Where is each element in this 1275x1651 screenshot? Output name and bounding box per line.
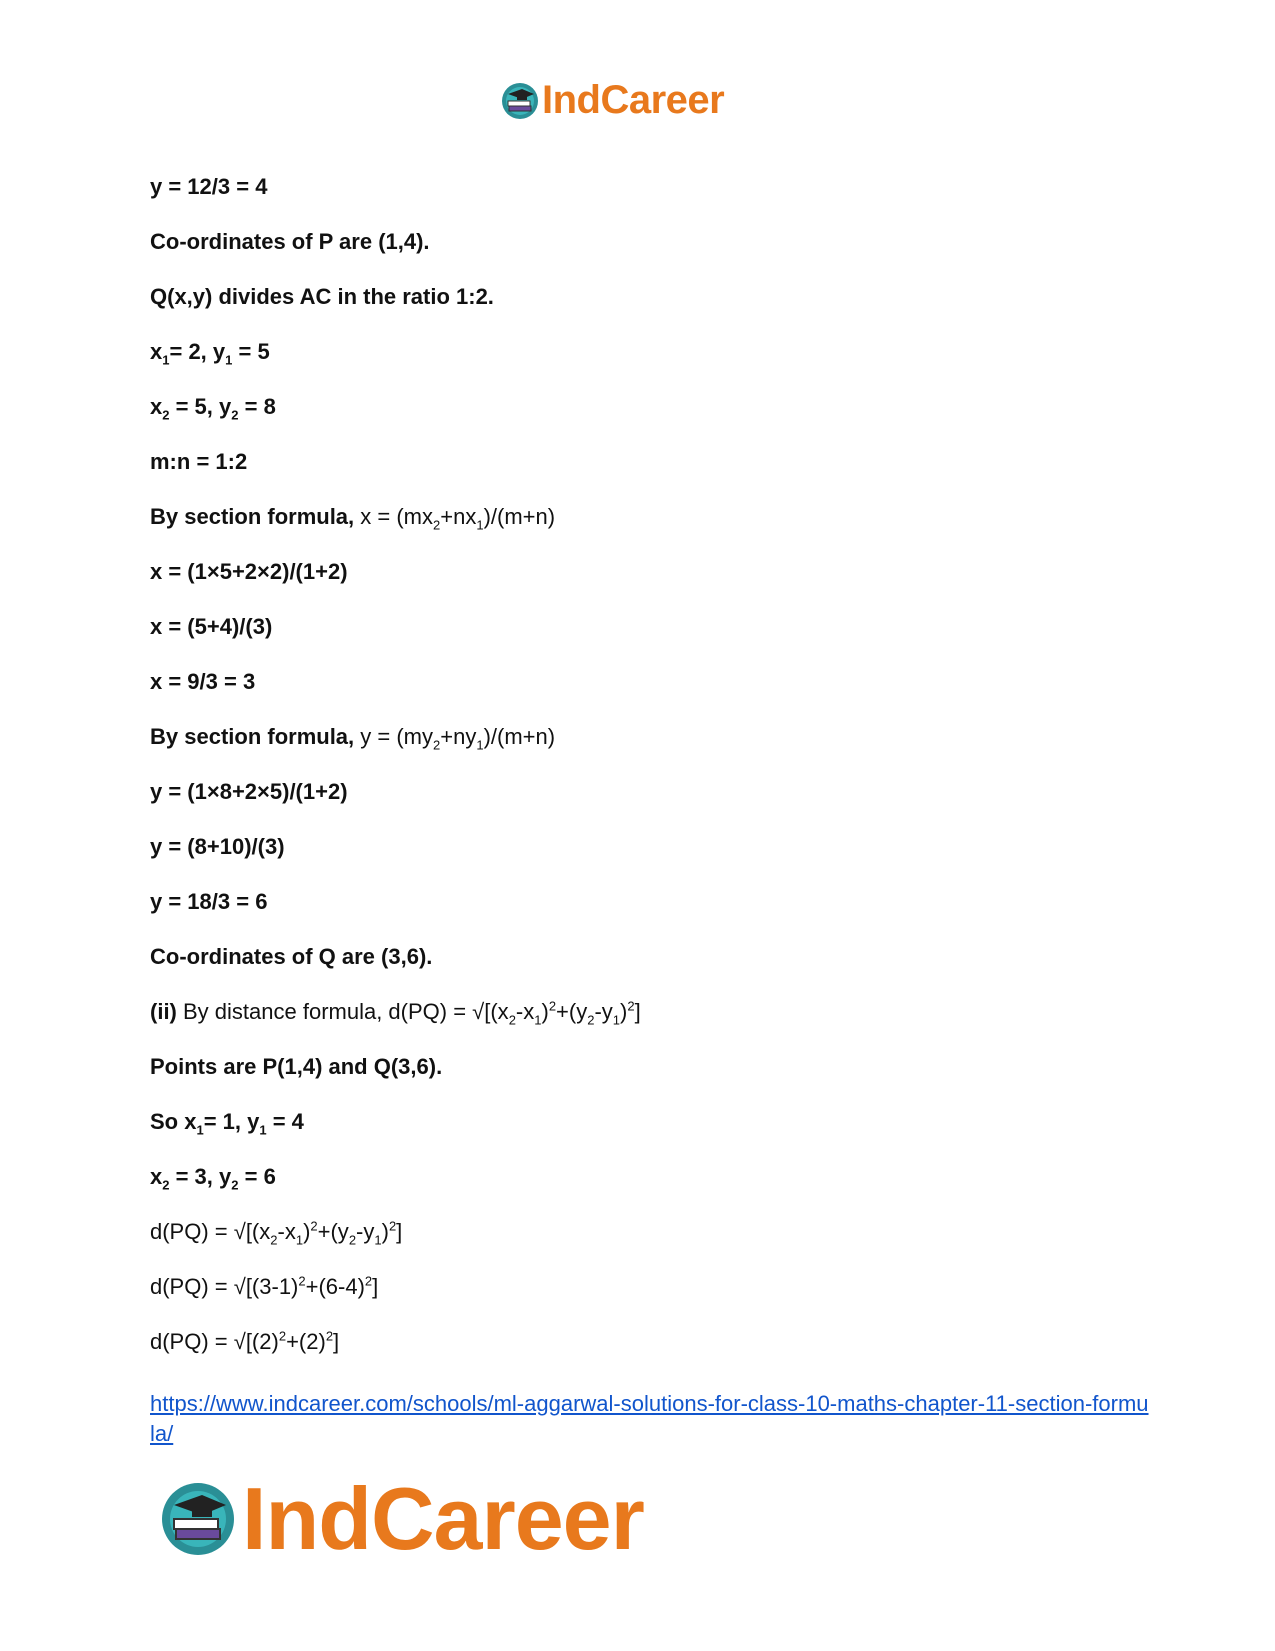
- text-line: (ii) By distance formula, $d(PQ) = √[(x_2-x_1)^2+(y_2-y_1)^2]$: [150, 998, 641, 1028]
- graduation-book-globe-icon: [500, 81, 540, 121]
- text-line: y = 18/3 = 6: [150, 889, 268, 914]
- text-line: $x_1= 2$, $y_1 = 5$: [150, 339, 270, 368]
- footer-logo: [158, 1468, 644, 1570]
- graduation-book-globe-icon: [158, 1479, 238, 1559]
- text-line: $x_2 = 3$, $y_2 = 6$: [150, 1164, 276, 1193]
- text-line: Co-ordinates of Q are (3,6).: [150, 944, 433, 969]
- text-line: $d(PQ) = √[(2)^2+(2)^2]$: [150, 1328, 340, 1354]
- header-logo: [500, 78, 724, 123]
- solution-content: [150, 172, 1150, 1382]
- text-line: y = 12/3 = 4: [150, 174, 268, 199]
- text-line: x = (1×5+2×2)/(1+2): [150, 559, 348, 584]
- text-line: By section formula, $x = (mx_2+nx_1)/(m+n)$: [150, 504, 556, 533]
- text-line: $x_2 = 5$, $y_2 = 8$: [150, 394, 276, 423]
- brand-name: IndCareer: [242, 1469, 644, 1568]
- text-line: So $x_1= 1$, $y_1 = 4$: [150, 1109, 304, 1138]
- text-line: x = 9/3 = 3: [150, 669, 256, 694]
- text-line: Points are P(1,4) and Q(3,6).: [150, 1054, 443, 1079]
- text-line: Q(x,y) divides AC in the ratio 1:2.: [150, 284, 494, 309]
- source-link[interactable]: https://www.indcareer.com/schools/ml-aggarwal-solutions-for-class-10-maths-chapter-11-section-formula/: [150, 1391, 1149, 1446]
- text-line: $d(PQ) = √[(x_2-x_1)^2+(y_2-y_1)^2]$: [150, 1218, 403, 1248]
- brand-name: IndCareer: [542, 78, 725, 122]
- text-line: Co-ordinates of P are (1,4).: [150, 229, 430, 254]
- text-line: m:n = 1:2: [150, 449, 248, 474]
- text-line: $d(PQ) = √[(3-1)^2+(6-4)^2]$: [150, 1273, 379, 1299]
- text-line: By section formula, $y = (my_2+ny_1)/(m+n)$: [150, 724, 556, 753]
- text-line: y = (8+10)/(3): [150, 834, 285, 859]
- text-line: x = (5+4)/(3): [150, 614, 273, 639]
- text-line: y = (1×8+2×5)/(1+2): [150, 779, 348, 804]
